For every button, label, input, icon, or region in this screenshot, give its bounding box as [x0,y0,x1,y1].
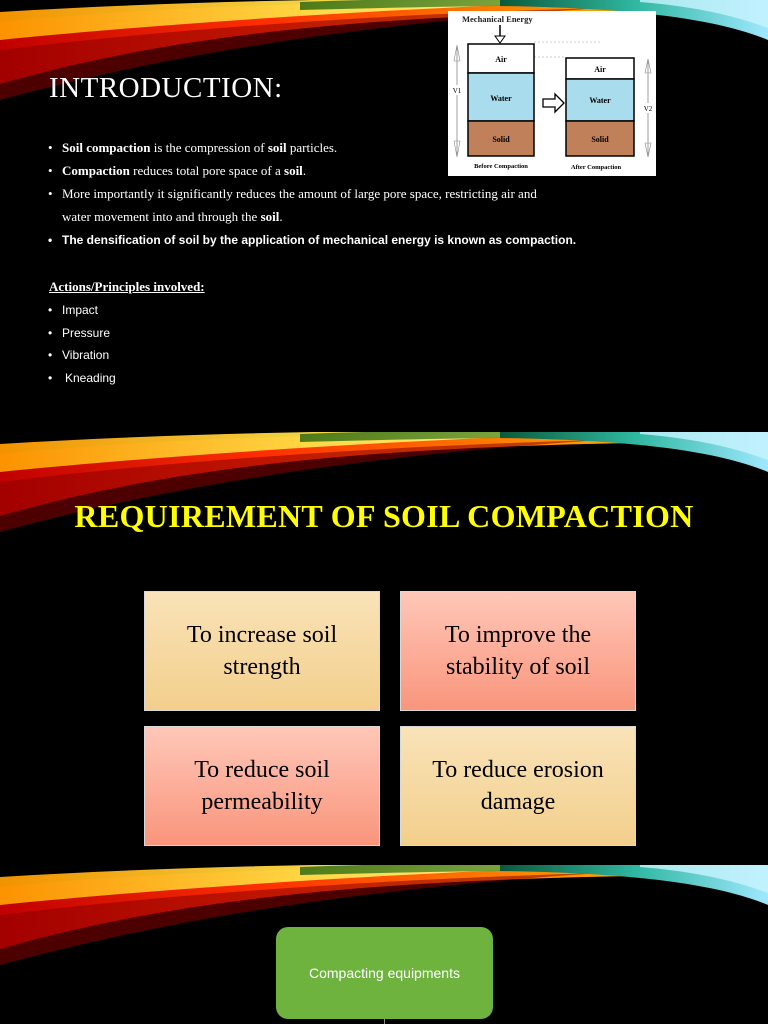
compaction-arrow-icon [543,94,564,112]
action-item: • Kneading [48,371,116,385]
svg-text:Air: Air [495,55,507,64]
requirement-box: To improve the stability of soil [400,591,636,711]
energy-arrow-head-icon [495,36,505,43]
action-item: • Pressure [48,326,111,340]
requirement-box: To reduce erosion damage [400,726,636,846]
connector-line [384,1019,385,1024]
action-item: • Impact [48,303,99,317]
svg-text:V1: V1 [452,87,462,95]
slide-title: REQUIREMENT OF SOIL COMPACTION [74,498,694,534]
actions-heading: Actions/Principles involved: [49,279,205,294]
diagram-energy-label: Mechanical Energy [462,14,533,24]
svg-text:Water: Water [589,96,611,105]
bullet-soil-compaction: • Soil compaction is the compression of soil particles. [48,140,338,155]
bullet-densification: • The densification of soil by the application of mechanical energy is known as compaction. [48,233,577,247]
svg-text:Water: Water [490,94,512,103]
bullet-compaction: • Compaction reduces total pore space of a soil. [48,163,307,178]
requirement-box: To reduce soil permeability [144,726,380,846]
requirement-box: To increase soil strength [144,591,380,711]
bullet-pore-space-continued: water movement into and through the soil. [62,209,283,224]
svg-text:Solid: Solid [492,135,510,144]
slide-title: INTRODUCTION: [49,72,283,104]
compacting-equipments-box: Compacting equipments [276,927,493,1019]
slide-requirements [0,432,768,865]
svg-text:Solid: Solid [591,135,609,144]
svg-text:V2: V2 [643,105,653,113]
before-caption: Before Compaction [474,163,528,170]
svg-text:Air: Air [594,65,606,74]
slide-introduction [0,0,768,432]
after-caption: After Compaction [570,164,622,171]
slide-equipments [0,865,768,1024]
action-item: • Vibration [48,348,110,362]
bullet-pore-space: • More importantly it significantly reduces the amount of large pore space, restricting air and [48,186,537,201]
compaction-diagram [448,11,656,176]
